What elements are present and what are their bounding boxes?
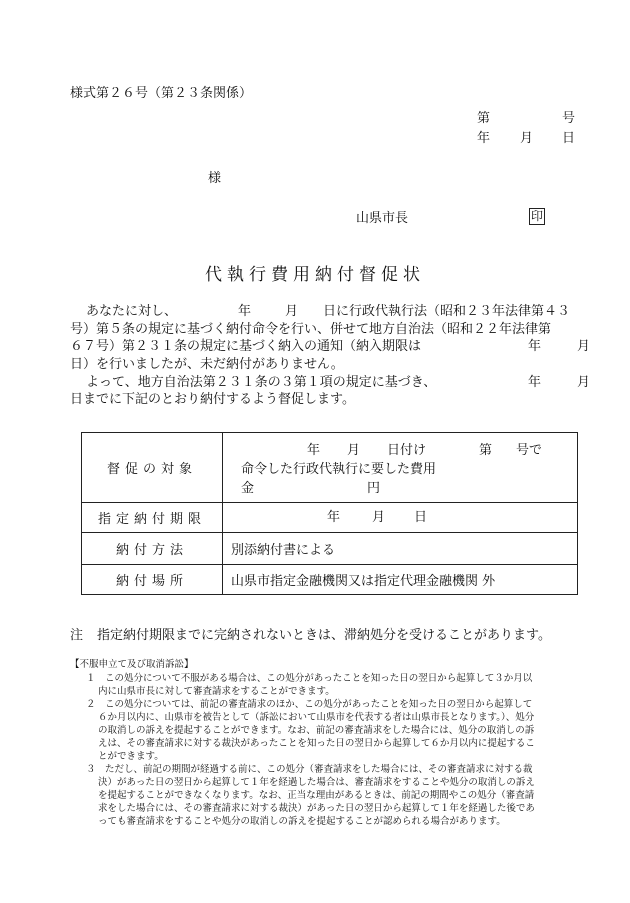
- payment-table: [81, 432, 578, 595]
- body-line-3a: ６７号）第２３１条の規定に基づく納入の通知（納入期限は: [70, 339, 422, 354]
- appeal-line-8: ３ ただし、前記の期間が経過する前に、この処分（審査請求をした場合には、その審査請求に対する裁: [86, 764, 533, 775]
- issue-date-day: 日: [562, 131, 576, 146]
- appeal-line-1: １ この処分について不服がある場合は、この処分があったことを知った日の翌日から起算して３か月以: [86, 673, 533, 684]
- deadline-label: 指定納付期限: [82, 503, 223, 533]
- appeal-line-3: ２ この処分については、前記の審査請求のほか、この処分があったことを知った日の翌日から起算して: [86, 699, 533, 710]
- deadline-year: 年: [327, 509, 341, 525]
- appeal-line-4: ６か月以内に、山県市を被告として（訴訟において山県市を代表する者は山県市長となります。）、処分: [98, 712, 535, 723]
- place-label: 納付場所: [82, 565, 223, 595]
- table-row: [82, 533, 578, 565]
- table-row: [82, 503, 578, 533]
- target-number-label: 第: [479, 442, 493, 458]
- appeal-line-9: 決）があった日の翌日から起算して１年を経過した場合は、審査請求をすることや処分の取消しの訴え: [98, 777, 535, 788]
- table-row: [82, 565, 578, 595]
- doc-number-suffix: 号: [562, 111, 576, 126]
- target-month: 月: [347, 442, 361, 458]
- addressee-suffix: 様: [208, 171, 222, 186]
- appeal-line-12: っても審査請求をすることや処分の取消しの訴えを提起することが認められる場合があります。: [98, 816, 506, 827]
- target-label: 督促の対象: [82, 433, 223, 503]
- body-line-5-year: 年: [528, 375, 542, 390]
- place-value: 山県市指定金融機関又は指定代理金融機関 外: [223, 565, 578, 595]
- body-line-5a: よって、地方自治法第２３１条の３第１項の規定に基づき、: [86, 375, 437, 390]
- body-line-1a: あなたに対し、: [86, 304, 178, 319]
- method-value: 別添納付書による: [223, 533, 578, 565]
- body-line-1-year: 年: [238, 304, 252, 319]
- body-line-1d: 日に行政代執行法（昭和２３年法律第４３: [323, 304, 571, 319]
- body-line-2: 号）第５条の規定に基づく納付命令を行い、併せて地方自治法（昭和２２年法律第: [70, 322, 552, 337]
- method-label: 納付方法: [82, 533, 223, 565]
- appeal-line-2: 内に山県市長に対して審査請求をすることができます。: [98, 686, 335, 697]
- note-line: [70, 624, 551, 643]
- target-year: 年: [307, 442, 321, 458]
- seal-mark: [529, 205, 545, 225]
- deadline-value: [223, 503, 578, 533]
- note-text: 指定納付期限までに完納されないときは、滞納処分を受けることがあります。: [97, 628, 551, 643]
- appeal-line-10: を提起することができなくなります。なお、正当な理由があるときは、前記の期間やこの処分（審査請: [98, 790, 535, 801]
- deadline-month: 月: [372, 509, 386, 525]
- issue-date-year: 年: [477, 131, 491, 146]
- body-line-1-month: 月: [285, 304, 299, 319]
- body-line-4: 日）を行いましたが、未だ納付がありません。: [70, 357, 344, 372]
- target-day: 日付け: [387, 442, 427, 458]
- appeal-line-5: の取消しの訴えを提起することができます。なお、前記の審査請求をした場合には、処分の取消しの訴: [98, 725, 535, 736]
- table-row: [82, 433, 578, 503]
- body-line-3-month: 月: [577, 339, 591, 354]
- appeal-line-7: とができます。: [98, 751, 164, 762]
- body-line-6: 日までに下記のとおり納付するよう督促します。: [70, 392, 355, 407]
- body-line-5-month: 月: [577, 375, 591, 390]
- appeal-line-11: 求をした場合には、その審査請求に対する裁決）があった日の翌日から起算して１年を経過した後であ: [98, 803, 535, 814]
- target-number-suffix: 号で: [516, 442, 543, 458]
- document-title: 代執行費用納付督促状: [205, 265, 425, 285]
- target-amount-unit: 円: [367, 480, 381, 496]
- deadline-day: 日: [414, 509, 428, 525]
- target-value: [223, 433, 578, 503]
- seal-text: 印: [531, 209, 544, 223]
- form-number: 様式第２６号（第２３条関係）: [70, 86, 253, 101]
- body-line-3-year: 年: [528, 339, 542, 354]
- issuer-name: 山県市長: [356, 211, 409, 226]
- target-amount-label: 金: [241, 480, 255, 496]
- appeal-line-6: えは、その審査請求に対する裁決があったことを知った日の翌日から起算して６か月以内に提起するこ: [98, 738, 535, 749]
- note-label: 注: [70, 628, 84, 643]
- doc-number-label: 第: [477, 111, 491, 126]
- issue-date-month: 月: [520, 131, 534, 146]
- target-description: 命令した行政代執行に要した費用: [241, 461, 437, 477]
- appeal-heading: 【不服申立て及び取消訴訟】: [70, 659, 194, 670]
